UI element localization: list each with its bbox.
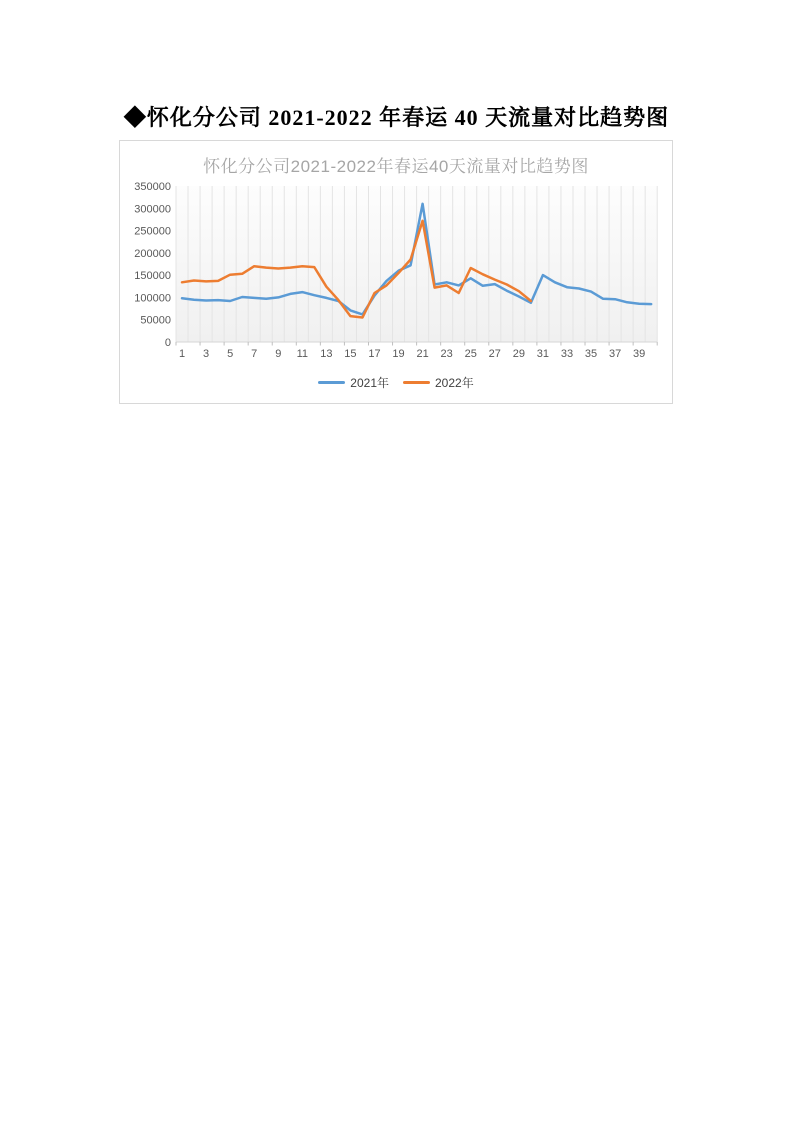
x-tick-label: 3 — [203, 348, 210, 360]
x-tick-label: 23 — [440, 348, 453, 360]
x-tick-label: 11 — [296, 348, 309, 360]
chart-title: 怀化分公司2021-2022年春运40天流量对比趋势图 — [203, 157, 589, 176]
line-chart — [120, 141, 674, 405]
legend-label: 2021年 — [350, 376, 389, 390]
x-tick-label: 1 — [178, 348, 186, 360]
x-tick-label: 37 — [608, 348, 622, 360]
x-tick-label: 31 — [536, 348, 550, 360]
x-tick-label: 17 — [368, 348, 381, 360]
x-axis-labels — [179, 348, 645, 360]
x-tick-label: 25 — [464, 348, 477, 360]
y-tick-label: 300000 — [134, 203, 171, 216]
x-tick-label: 33 — [560, 348, 574, 360]
legend-line-icon — [318, 381, 345, 384]
gridlines — [176, 186, 657, 342]
x-tick-label: 35 — [584, 348, 598, 360]
legend-item-2022 — [403, 374, 474, 391]
y-tick-label: 150000 — [134, 270, 171, 283]
x-tick-label: 27 — [488, 348, 501, 360]
axis-ticks — [176, 342, 657, 346]
y-tick-label: 250000 — [134, 225, 171, 238]
chart-legend — [120, 374, 672, 391]
x-tick-label: 19 — [392, 348, 405, 360]
x-tick-label: 29 — [512, 348, 525, 360]
y-tick-label: 350000 — [134, 181, 171, 193]
x-tick-label: 9 — [275, 348, 282, 360]
y-tick-label: 0 — [164, 337, 171, 349]
x-tick-label: 39 — [633, 348, 646, 360]
legend-item-2021 — [318, 374, 389, 391]
y-tick-label: 200000 — [134, 247, 171, 260]
y-axis-labels — [134, 181, 171, 349]
x-tick-label: 13 — [320, 348, 333, 360]
x-tick-label: 7 — [251, 348, 258, 360]
x-tick-label: 15 — [344, 348, 357, 360]
chart-container — [119, 140, 673, 404]
x-tick-label: 5 — [227, 348, 234, 360]
x-tick-label: 21 — [416, 348, 429, 360]
y-tick-label: 50000 — [140, 314, 171, 327]
y-tick-label: 100000 — [134, 292, 171, 305]
legend-label: 2022年 — [435, 376, 474, 390]
document-title: ◆怀化分公司 2021-2022 年春运 40 天流量对比趋势图 — [123, 105, 670, 130]
legend-line-icon — [403, 381, 430, 384]
